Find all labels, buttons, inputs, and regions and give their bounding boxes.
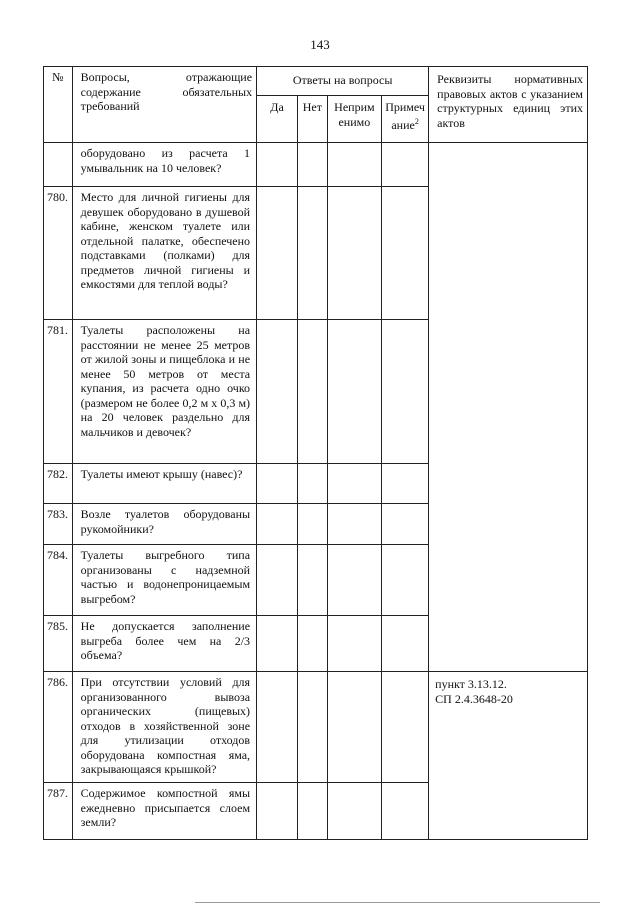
answer-no-cell[interactable] [298,464,328,504]
answer-yes-cell[interactable] [257,545,298,616]
row-number: 780. [44,187,73,320]
header-num: № [44,67,73,143]
answer-no-cell[interactable] [298,672,328,783]
row-question: Туалеты расположены на расстоянии не менее 25 метров от жилой зоны и пищеблока и не менее 50 метров от места купания, из расчета одно очко (размером не более 0,2 м х 0,3 м) на 20 человек раздельно для мальчиков и девочек? [72,320,256,464]
header-note-sup: 2 [414,116,419,126]
header-requisites: Реквизиты нормативных правовых актов с указанием структурных единиц этих актов [429,67,588,143]
table-row [44,464,588,504]
table-row [44,672,588,783]
answer-note-cell[interactable] [382,783,429,840]
table-row [44,504,588,545]
answer-yes-cell[interactable] [257,783,298,840]
header-not-applicable: Неприм енимо [327,96,381,143]
answer-yes-cell[interactable] [257,187,298,320]
header-question: Вопросы, отражающие содержание обязательных требований [72,67,256,143]
row-number: 787. [44,783,73,840]
requisites-cell [429,143,588,187]
answer-note-cell[interactable] [382,143,429,187]
requisites-cell [429,464,588,504]
requisites-reference [429,672,588,840]
header-answers: Ответы на вопросы [257,67,429,96]
answer-na-cell[interactable] [327,143,381,187]
row-number: 785. [44,616,73,672]
answer-na-cell[interactable] [327,464,381,504]
header-yes: Да [257,96,298,143]
row-question: оборудовано из расчета 1 умывальник на 10 человек? [72,143,256,187]
header-no: Нет [298,96,328,143]
row-question: Не допускается заполнение выгреба более чем на 2/3 объема? [72,616,256,672]
row-number: 782. [44,464,73,504]
header-note-text: Примеч ание [385,100,425,132]
answer-no-cell[interactable] [298,504,328,545]
answer-no-cell[interactable] [298,616,328,672]
answer-na-cell[interactable] [327,320,381,464]
answer-na-cell[interactable] [327,783,381,840]
row-question: Туалеты выгребного типа организованы с надземной частью и водонепроницаемым выгребом? [72,545,256,616]
answer-yes-cell[interactable] [257,320,298,464]
row-number: 781. [44,320,73,464]
answer-na-cell[interactable] [327,672,381,783]
reference-clause: пункт 3.13.12. [435,677,507,691]
answer-note-cell[interactable] [382,672,429,783]
answer-note-cell[interactable] [382,504,429,545]
answer-yes-cell[interactable] [257,616,298,672]
answer-no-cell[interactable] [298,783,328,840]
requisites-cell [429,320,588,464]
table-row [44,616,588,672]
requisites-cell [429,616,588,672]
answer-na-cell[interactable] [327,504,381,545]
answer-no-cell[interactable] [298,545,328,616]
table-header-row [44,67,588,96]
answer-no-cell[interactable] [298,320,328,464]
row-number: 783. [44,504,73,545]
answer-no-cell[interactable] [298,143,328,187]
answer-yes-cell[interactable] [257,672,298,783]
answer-note-cell[interactable] [382,545,429,616]
answer-na-cell[interactable] [327,616,381,672]
row-number [44,143,73,187]
requisites-cell [429,187,588,320]
reference-document: СП 2.4.3648-20 [435,691,513,706]
answer-na-cell[interactable] [327,187,381,320]
table-row [44,545,588,616]
row-question: Возле туалетов оборудованы рукомойники? [72,504,256,545]
checklist-table [43,66,588,840]
row-number: 786. [44,672,73,783]
row-question: Место для личной гигиены для девушек оборудовано в душевой кабине, женском туалете или отдельной палатке, обеспечено подставками (полками) для предметов личной гигиены и емкостями для теплой воды? [72,187,256,320]
row-question: При отсутствии условий для организованного вывоза органических (пищевых) отходов в хозяйственной зоне для утилизации отходов оборудована компостная яма, закрывающаяся крышкой? [72,672,256,783]
answer-note-cell[interactable] [382,187,429,320]
row-number: 784. [44,545,73,616]
requisites-cell [429,504,588,545]
bottom-divider [195,902,600,903]
table-row [44,143,588,187]
answer-note-cell[interactable] [382,616,429,672]
row-question: Содержимое компостной ямы ежедневно присыпается слоем земли? [72,783,256,840]
answer-note-cell[interactable] [382,464,429,504]
table-row [44,187,588,320]
answer-yes-cell[interactable] [257,464,298,504]
answer-yes-cell[interactable] [257,143,298,187]
header-note [382,96,429,143]
answer-yes-cell[interactable] [257,504,298,545]
answer-na-cell[interactable] [327,545,381,616]
answer-note-cell[interactable] [382,320,429,464]
page-number: 143 [310,37,330,52]
requisites-cell [429,545,588,616]
table-row [44,320,588,464]
row-question: Туалеты имеют крышу (навес)? [72,464,256,504]
answer-no-cell[interactable] [298,187,328,320]
